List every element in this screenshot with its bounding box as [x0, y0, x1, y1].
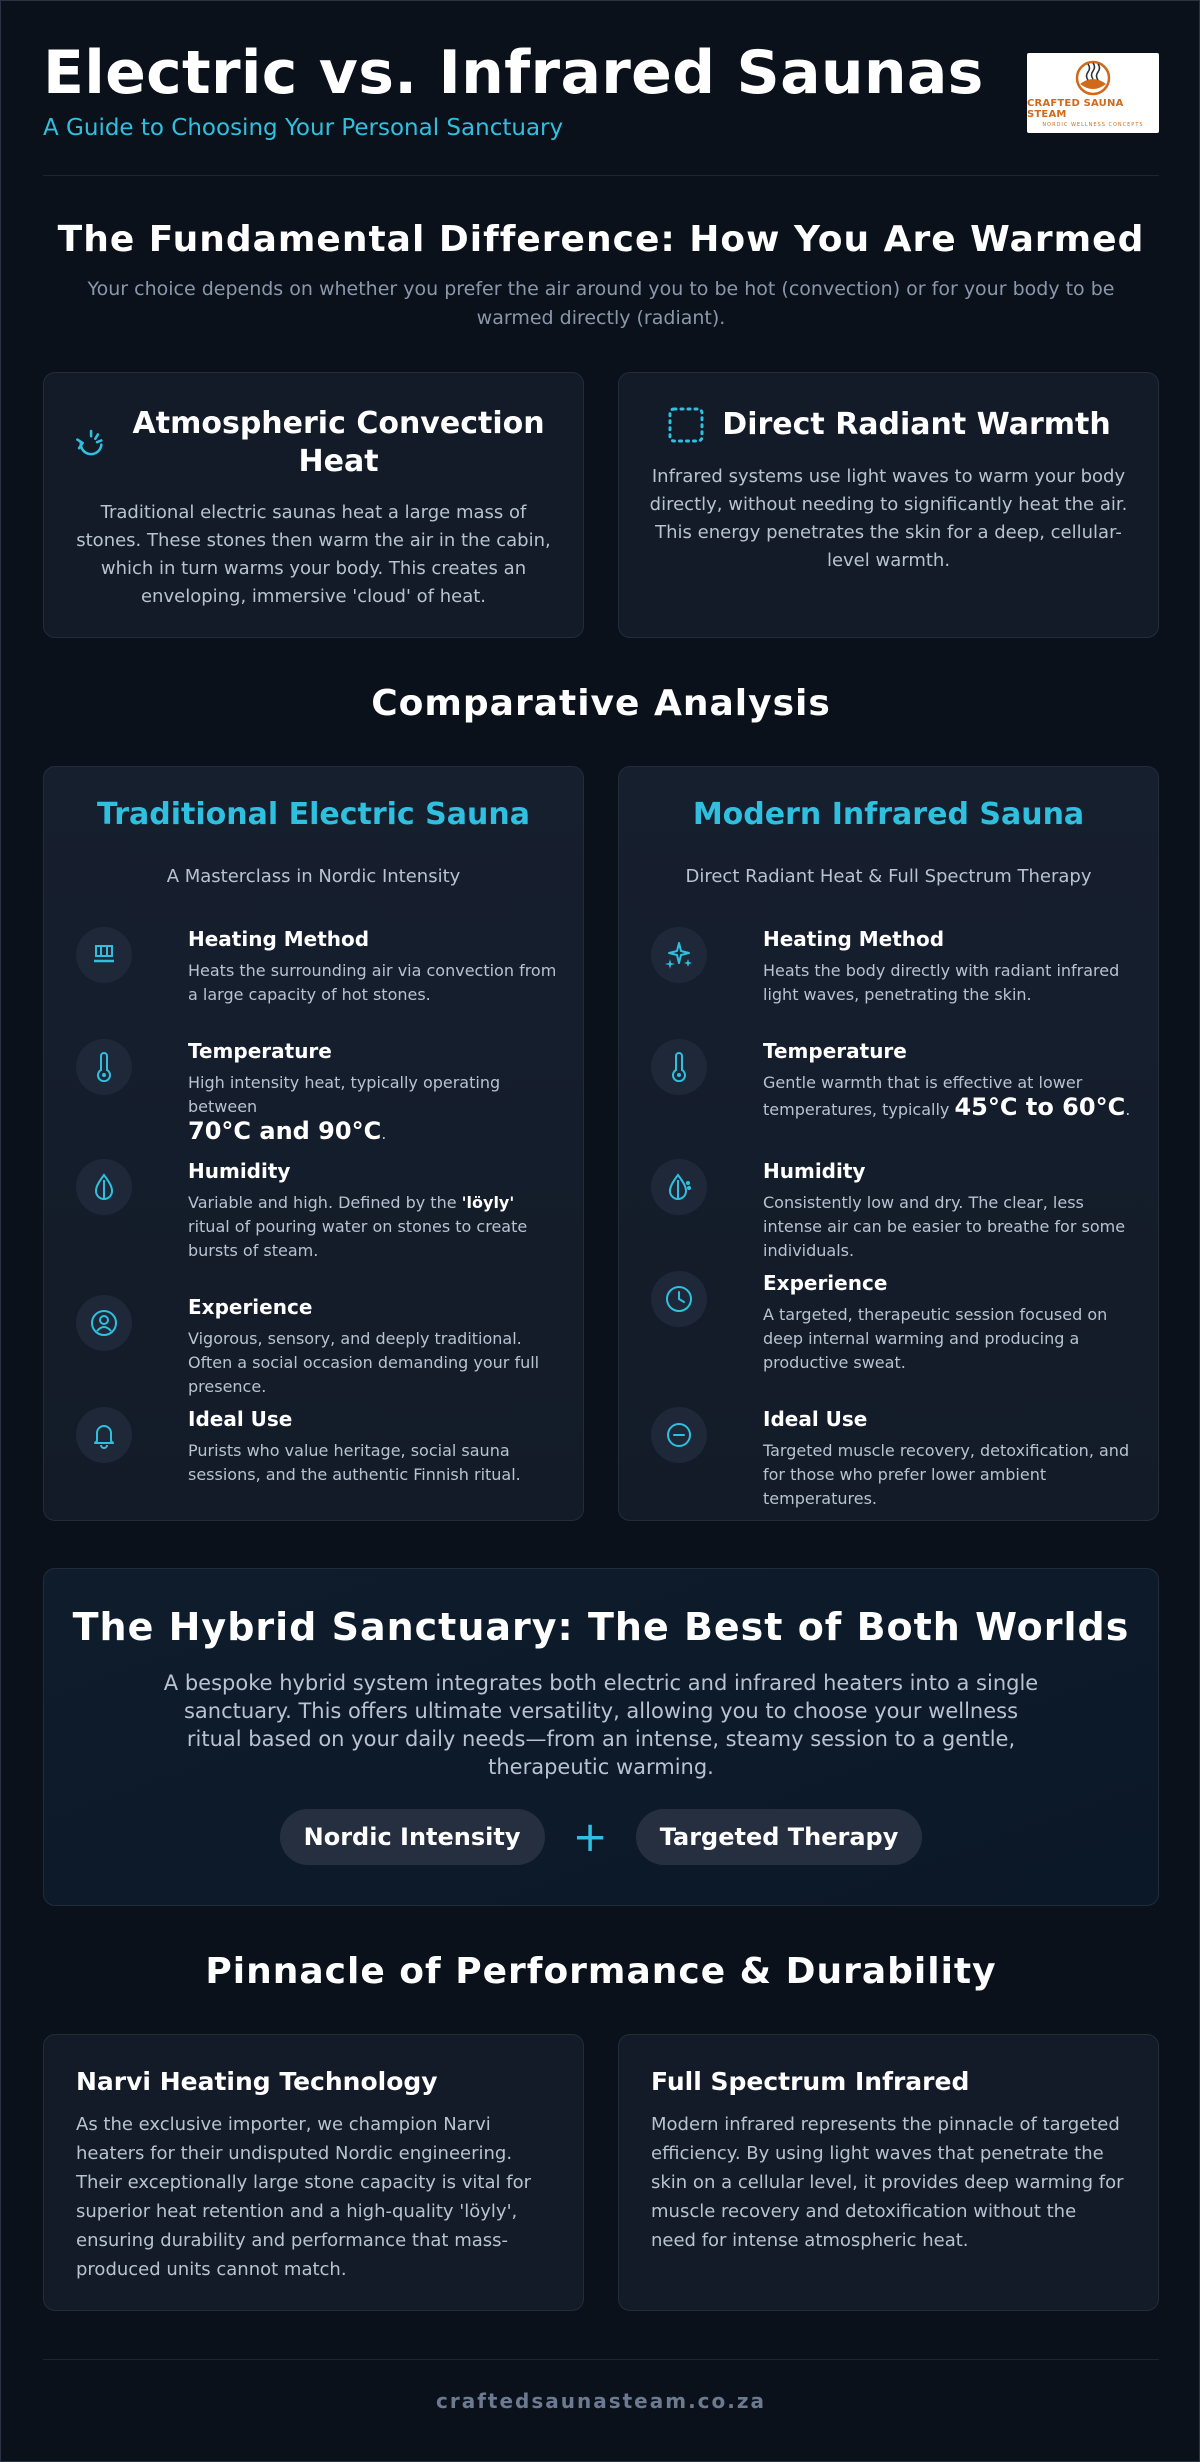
temperature-tail: .: [381, 1124, 387, 1143]
electric-sauna-tagline: A Masterclass in Nordic Intensity: [166, 866, 461, 887]
narvi-title: Narvi Heating Technology: [76, 2067, 438, 2096]
temperature-text: High intensity heat, typically operating between: [188, 1073, 501, 1116]
narvi-text: As the exclusive importer, we champion Narvi heaters for their undisputed Nordic engineering. Their exceptionally large stone capacity is vital for superior heat retention and a high-quality 'löyly', ensuring durability and performance that mass-produced units cannot match.: [76, 2114, 531, 2280]
radiant-card: [618, 372, 1159, 638]
logo-text: CRAFTED SAUNA STEAM: [1027, 98, 1124, 120]
hybrid-title: The Hybrid Sanctuary: The Best of Both Worlds: [72, 1605, 1130, 1649]
hybrid-section: [43, 1568, 1159, 1906]
radiant-text: Infrared systems use light waves to warm your body directly, without needing to significantly heat the air. This energy penetrates the skin for a deep, cellular-level warmth.: [649, 466, 1128, 571]
minus-circle-icon: [651, 1407, 707, 1463]
loyly-term: 'löyly': [461, 1193, 515, 1212]
convection-title: Atmospheric Convection Heat: [132, 406, 545, 479]
electric-sauna-title: Traditional Electric Sauna: [97, 797, 530, 832]
hybrid-text: A bespoke hybrid system integrates both electric and infrared heaters into a single sanctuary. This offers ultimate versatility, allowing you to choose your wellness ritual based on your daily needs—from an intense, steamy session to a gentle, therapeutic warming.: [163, 1671, 1039, 1779]
row-text: Consistently low and dry. The clear, less intense air can be easier to breathe for some individuals.: [763, 1193, 1126, 1260]
row-label: Experience: [763, 1271, 888, 1295]
page-title: Electric vs. Infrared Saunas: [43, 38, 984, 108]
radiant-title: Direct Radiant Warmth: [722, 407, 1111, 442]
sparkles-icon: [651, 927, 707, 983]
infrared-sauna-tagline: Direct Radiant Heat & Full Spectrum Therapy: [685, 866, 1092, 887]
row-label: Humidity: [763, 1159, 866, 1183]
temperature-range: 45°C to 60°C: [954, 1093, 1126, 1121]
fundamental-description: Your choice depends on whether you prefer the air around you to be hot (convection) or for your body to be warmed directly (radiant).: [87, 278, 1115, 329]
brand-logo[interactable]: [1027, 53, 1159, 133]
thermometer-icon: [651, 1039, 707, 1095]
row-text: Purists who value heritage, social sauna sessions, and the authentic Finnish ritual.: [188, 1441, 521, 1484]
row-label: Heating Method: [763, 927, 945, 951]
comparison-title: Comparative Analysis: [371, 683, 831, 724]
row-label: Temperature: [763, 1039, 907, 1063]
narvi-card: [43, 2034, 584, 2311]
hybrid-pills: [44, 1809, 1158, 1865]
row-text: Vigorous, sensory, and deeply traditional. Often a social occasion demanding your full presence.: [188, 1329, 540, 1396]
clock-icon: [651, 1271, 707, 1327]
row-text: Heats the surrounding air via convection from a large capacity of hot stones.: [188, 961, 557, 1004]
row-label: Experience: [188, 1295, 313, 1319]
row-label: Ideal Use: [188, 1407, 293, 1431]
heater-icon: [76, 927, 132, 983]
page-subtitle: A Guide to Choosing Your Personal Sanctuary: [43, 115, 564, 141]
plus-icon: +: [572, 1812, 608, 1861]
convection-icon: [74, 423, 108, 463]
temperature-range: 70°C and 90°C: [188, 1117, 382, 1145]
full-spectrum-card: [618, 2034, 1159, 2311]
row-text: [188, 1191, 559, 1263]
bell-icon: [76, 1407, 132, 1463]
temperature-text: Gentle warmth that is effective at lower temperatures, typically: [763, 1073, 1083, 1119]
full-spectrum-title: Full Spectrum Infrared: [651, 2067, 970, 2096]
infrared-sauna-card: [618, 766, 1159, 1521]
electric-sauna-card: [43, 766, 584, 1521]
nordic-intensity-pill: Nordic Intensity: [280, 1809, 545, 1865]
row-label: Ideal Use: [763, 1407, 868, 1431]
row-label: Temperature: [188, 1039, 332, 1063]
humidity-text-pre: Variable and high. Defined by the: [188, 1193, 462, 1212]
humidity-text-post: ritual of pouring water on stones to create bursts of steam.: [188, 1217, 528, 1260]
row-text: Heats the body directly with radiant infrared light waves, penetrating the skin.: [763, 961, 1120, 1004]
droplet-icon: [76, 1159, 132, 1215]
footer-website[interactable]: craftedsaunasteam.co.za: [435, 2389, 767, 2413]
convection-text: Traditional electric saunas heat a large mass of stones. These stones then warm the air in the cabin, which in turn warms your body. This creates an enveloping, immersive 'cloud' of heat.: [76, 502, 551, 607]
droplet-off-icon: [651, 1159, 707, 1215]
radiant-icon: [666, 405, 706, 445]
row-text: A targeted, therapeutic session focused on deep internal warming and producing a productive sweat.: [763, 1305, 1108, 1372]
row-text: Targeted muscle recovery, detoxification, and for those who prefer lower ambient temperatures.: [763, 1441, 1130, 1508]
full-spectrum-text: Modern infrared represents the pinnacle of targeted efficiency. By using light waves that penetrate the skin on a cellular level, it provides deep warming for muscle recovery and detoxification without the need for intense atmospheric heat.: [651, 2114, 1124, 2251]
infrared-sauna-title: Modern Infrared Sauna: [692, 797, 1085, 832]
convection-card: [43, 372, 584, 638]
targeted-therapy-pill: Targeted Therapy: [636, 1809, 923, 1865]
header-divider: [43, 175, 1159, 176]
sauna-logo-icon: [1070, 58, 1116, 96]
row-text: [763, 1071, 1134, 1122]
row-label: Humidity: [188, 1159, 291, 1183]
footer-divider: [43, 2359, 1159, 2360]
row-label: Heating Method: [188, 927, 370, 951]
fundamental-title: The Fundamental Difference: How You Are Warmed: [57, 219, 1145, 260]
performance-title: Pinnacle of Performance & Durability: [205, 1951, 997, 1992]
header: [43, 37, 1159, 177]
user-circle-icon: [76, 1295, 132, 1351]
temperature-tail: .: [1125, 1100, 1131, 1119]
logo-subtext: NORDIC WELLNESS CONCEPTS: [1042, 122, 1144, 128]
row-text: [188, 1071, 559, 1146]
thermometer-icon: [76, 1039, 132, 1095]
